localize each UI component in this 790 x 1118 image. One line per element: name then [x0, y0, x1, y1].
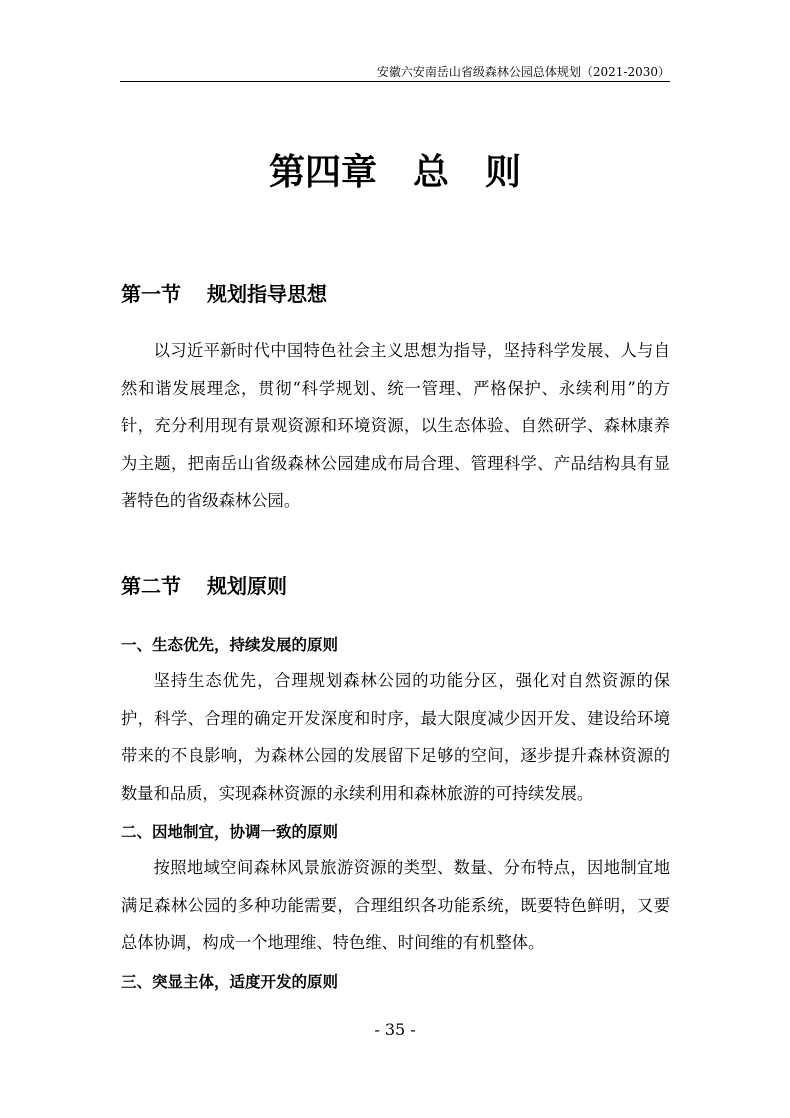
header-rule: [120, 81, 670, 82]
section-1-number: 第一节: [121, 282, 181, 306]
principle-1-text: 坚持生态优先，合理规划森林公园的功能分区，强化对自然资源的保护，科学、合理的确定开发深度和时序，最大限度减少因开发、建设给环境带来的不良影响，为森林公园的发展留下足够的空间，逐步提升森林资源的数量和品质，实现森林资源的永续利用和森林旅游的可持续发展。: [121, 671, 670, 803]
section-2-heading: [121, 572, 287, 600]
principle-1-heading: 一、生态优先，持续发展的原则: [121, 636, 339, 654]
principle-3-heading: 三、突显主体，适度开发的原则: [121, 973, 339, 991]
section-2-number: 第二节: [121, 574, 181, 598]
running-header: 安徽六安南岳山省级森林公园总体规划（2021-2030）: [376, 65, 670, 79]
section-2-title: 规划原则: [207, 574, 287, 598]
chapter-title: 第四章 总 则: [268, 152, 521, 193]
section-1-title: 规划指导思想: [207, 282, 327, 306]
principle-2-text: 按照地域空间森林风景旅游资源的类型、数量、分布特点，因地制宜地满足森林公园的多种功能需要，合理组织各功能系统，既要特色鲜明，又要总体协调，构成一个地理维、特色维、时间维的有机整体。: [121, 858, 670, 952]
section-1-paragraph: 以习近平新时代中国特色社会主义思想为指导，坚持科学发展、人与自然和谐发展理念，贯彻“科学规划、统一管理、严格保护、永续利用”的方针，充分利用现有景观资源和环境资源，以生态体验、自然研学、森林康养为主题，把南岳山省级森林公园建成布局合理、管理科学、产品结构具有显著特色的省级森林公园。: [121, 341, 670, 510]
page-number: - 35 -: [374, 1020, 416, 1039]
section-1-heading: [121, 280, 327, 308]
principle-2-heading: 二、因地制宜，协调一致的原则: [121, 823, 339, 841]
